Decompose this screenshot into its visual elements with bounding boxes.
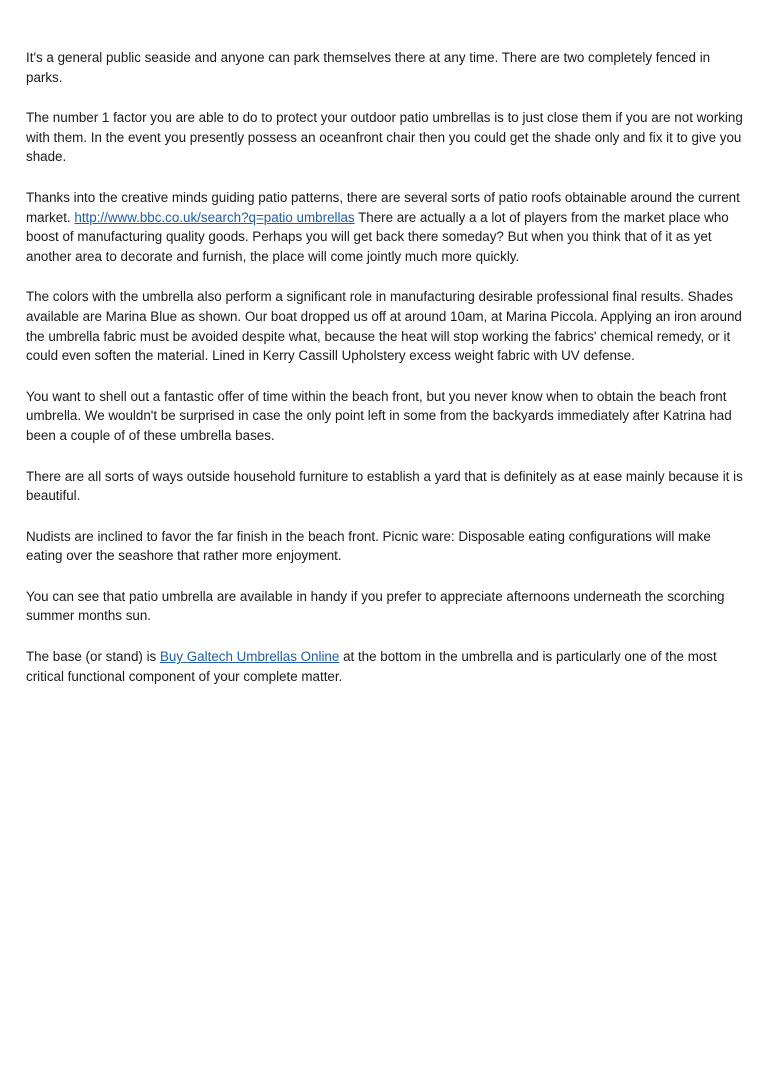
paragraph-beach-front-time: You want to shell out a fantastic offer of time within the beach front, but you never know when to obtain the beach front umbrella. We wouldn't be surprised in case the only point left in some from the backyards immediately after Katrina had been a couple of of these umbrella bases.: [26, 388, 732, 443]
document-page: [26, 48, 746, 707]
paragraph-umbrella-colors: The colors with the umbrella also perform a significant role in manufacturing desirable professional final results. Shades available are Marina Blue as shown. Our boat dropped us off at around 10am, at Marina Piccola. Applying an iron around the umbrella fabric must be avoided despite what, because the heat will stop working the fabrics' chemical remedy, or it could even soften the material. Lined in Kerry Cassill Upholstery excess weight fabric with UV defense.: [26, 289, 742, 364]
buy-galtech-link[interactable]: Buy Galtech Umbrellas Online: [159, 649, 340, 665]
paragraph-nudists-picnic: Nudists are inclined to favor the far finish in the beach front. Picnic ware: Disposable eating configurations will make eating over the seashore that rather more enjoyment.: [26, 528, 711, 564]
paragraph-umbrella-base: [26, 647, 746, 686]
paragraph-text-segment: There are actually a a lot of players from the market place who boost of manufacturing quality goods. Perhaps you will get back there someday? But when you think that of it as yet another area to decorate and furnish, the place will come jointly much more quickly.: [26, 209, 729, 264]
paragraph-patio-patterns: [26, 188, 746, 266]
paragraph-text-segment: The base (or stand) is: [26, 649, 160, 665]
paragraph-text-segment: Thanks into the creative minds guiding patio patterns, there are several sorts of patio roofs obtainable around the current market.: [26, 189, 740, 225]
paragraph-close-umbrellas: The number 1 factor you are able to do to protect your outdoor patio umbrellas is to just close them if you are not working with them. In the event you presently possess an oceanfront chair then you could get the shade only and fix it to give you shade.: [26, 110, 743, 165]
paragraph-text-segment: at the bottom in the umbrella and is particularly one of the most critical functional component of your complete matter.: [26, 649, 717, 684]
paragraph-household-furniture: There are all sorts of ways outside household furniture to establish a yard that is definitely as at ease mainly because it is beautiful.: [26, 468, 743, 504]
paragraph-public-seaside: It's a general public seaside and anyone can park themselves there at any time. There are two completely fenced in parks.: [26, 50, 711, 85]
bbc-search-link[interactable]: http://www.bbc.co.uk/search?q=patio umbrellas: [74, 209, 355, 225]
paragraph-afternoons-sun: You can see that patio umbrella are available in handy if you prefer to appreciate afternoons underneath the scorching summer months sun.: [26, 588, 725, 624]
